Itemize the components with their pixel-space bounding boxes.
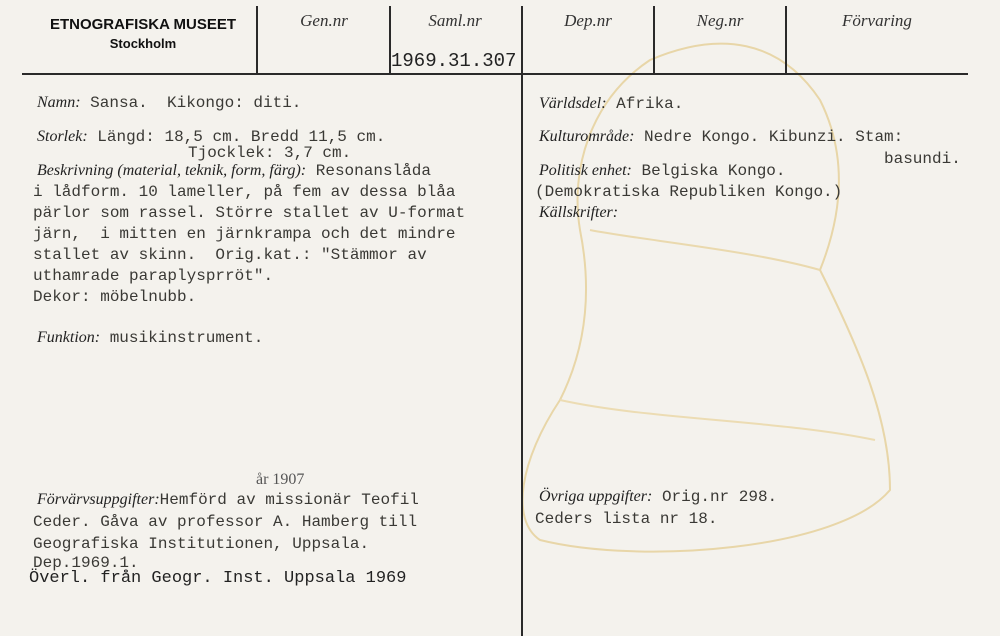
forvarv-line: Överl. från Geogr. Inst. Uppsala 1969 — [29, 569, 407, 588]
ovriga-label: Övriga uppgifter: — [539, 488, 653, 505]
neg-nr-label: Neg.nr — [696, 11, 744, 30]
funktion-row — [37, 329, 263, 347]
header-rule — [22, 73, 968, 75]
politisk-value-2: (Demokratiska Republiken Kongo.) — [535, 183, 843, 201]
museum-title: ETNOGRAFISKA MUSEET — [49, 16, 237, 33]
divider — [521, 6, 523, 74]
funktion-label: Funktion: — [37, 329, 101, 346]
dep-nr-label: Dep.nr — [564, 11, 612, 30]
beskrivning-line: Dekor: möbelnubb. — [33, 288, 197, 306]
forvaring-label: Förvaring — [842, 11, 912, 30]
gen-nr-label: Gen.nr — [300, 11, 348, 30]
beskrivning-line: stallet av skinn. Orig.kat.: "Stämmor av — [33, 246, 427, 264]
saml-nr-value: 1969.31.307 — [391, 50, 517, 72]
ovriga-value: Orig.nr 298. — [661, 488, 778, 506]
forvarv-row — [37, 491, 419, 509]
politisk-row — [539, 162, 786, 180]
namn-value: Sansa. Kikongo: diti. — [90, 94, 302, 112]
varldsdel-label: Världsdel: — [539, 95, 607, 112]
forvarv-line: Dep.1969.1. — [33, 554, 139, 572]
varldsdel-value: Afrika. — [616, 95, 684, 113]
kultur-row — [539, 128, 903, 146]
beskrivning-line: uthamrade paraplysprröt". — [33, 267, 274, 285]
divider — [653, 6, 655, 74]
ovriga-row — [539, 488, 777, 506]
kultur-value: Nedre Kongo. Kibunzi. Stam: — [644, 128, 904, 146]
forvarv-line: Hemförd av missionär Teofil — [159, 491, 419, 509]
beskrivning-line: Resonanslåda — [315, 162, 431, 180]
beskrivning-line: järn, i mitten en järnkrampa och det mindre — [33, 225, 456, 243]
funktion-value: musikinstrument. — [109, 329, 264, 347]
politisk-label: Politisk enhet: — [539, 162, 632, 179]
kallskrifter-row — [539, 204, 618, 222]
politisk-value: Belgiska Kongo. — [641, 162, 786, 180]
card-header — [0, 0, 1000, 76]
divider — [785, 6, 787, 74]
center-divider — [521, 74, 523, 636]
forvarv-label: Förvärvsuppgifter: — [37, 491, 160, 508]
varldsdel-row — [539, 95, 683, 113]
museum-name — [38, 16, 248, 51]
beskrivning-line: pärlor som rassel. Större stallet av U-format — [33, 204, 466, 222]
forvarv-line: Ceder. Gåva av professor A. Hamberg till — [33, 513, 418, 531]
storlek-value-2: Tjocklek: 3,7 cm. — [188, 144, 352, 162]
namn-row — [37, 94, 301, 112]
beskrivning-line: i lådform. 10 lameller, på fem av dessa blåa — [33, 183, 456, 201]
year-note: år 1907 — [256, 471, 305, 488]
ovriga-value-2: Ceders lista nr 18. — [535, 510, 718, 528]
namn-label: Namn: — [37, 94, 81, 111]
forvarv-line: Geografiska Institutionen, Uppsala. — [33, 535, 370, 553]
kallskrifter-label: Källskrifter: — [539, 204, 619, 221]
kultur-value-2: basundi. — [884, 150, 961, 168]
saml-nr-label: Saml.nr — [428, 11, 482, 30]
beskrivning-row — [37, 162, 431, 180]
beskrivning-label: Beskrivning (material, teknik, form, färg): — [37, 162, 307, 179]
museum-city: Stockholm — [109, 36, 177, 51]
divider — [256, 6, 258, 74]
storlek-label: Storlek: — [37, 128, 88, 145]
kultur-label: Kulturområde: — [539, 128, 635, 145]
storlek-value: Längd: 18,5 cm. Bredd 11,5 cm. — [97, 128, 386, 146]
